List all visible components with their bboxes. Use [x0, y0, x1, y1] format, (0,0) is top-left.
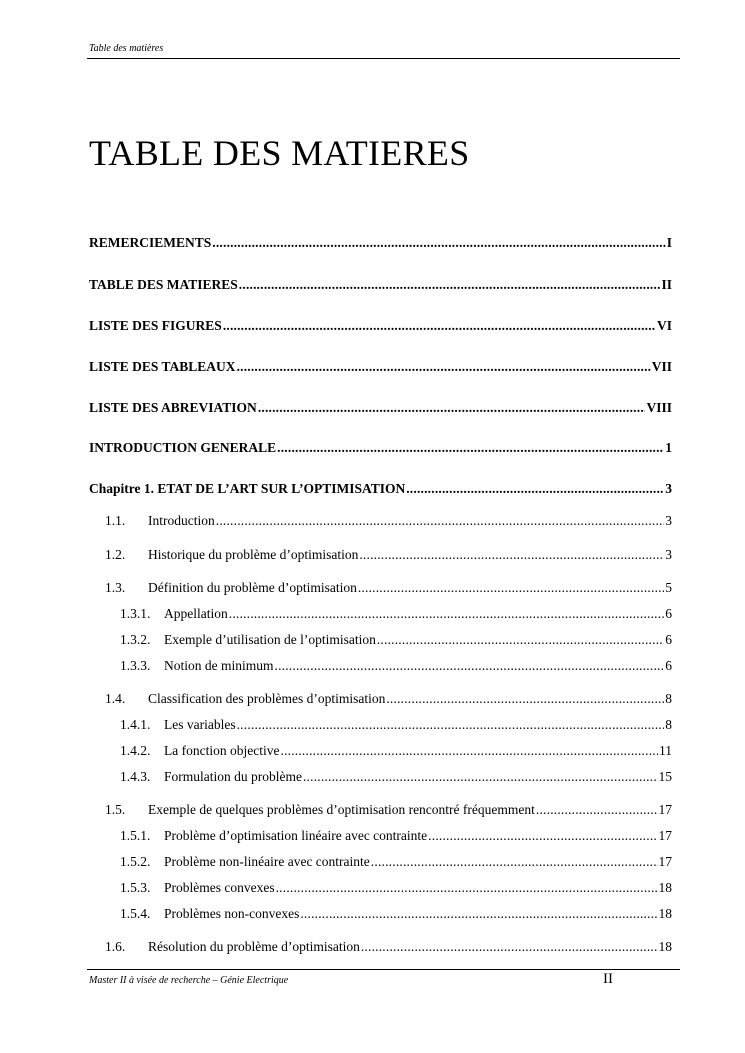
toc-entry-page: 6: [665, 606, 672, 621]
toc-dot-leader: [377, 632, 664, 648]
toc-entry-page: 6: [665, 632, 672, 647]
toc-entry-page: 3: [665, 513, 672, 528]
toc-entry-section[interactable]: [105, 547, 672, 565]
toc-entry-subsection[interactable]: [120, 606, 672, 624]
toc-entry-main[interactable]: [89, 277, 672, 295]
toc-dot-leader: [277, 440, 664, 456]
toc-entry-page: 3: [665, 481, 672, 496]
toc-entry-page: 18: [658, 880, 672, 895]
toc-entry-page: 1: [665, 440, 672, 455]
toc-entry-page: 6: [665, 658, 672, 673]
toc-entry-page: VIII: [646, 400, 672, 415]
toc-dot-leader: [237, 359, 651, 375]
toc-entry-title: Notion de minimum: [164, 658, 274, 673]
toc-entry-main[interactable]: [89, 359, 672, 377]
toc-entry-number: 1.4.2.: [120, 743, 151, 758]
toc-entry-number: 1.3.1.: [120, 606, 151, 621]
toc-entry-subsection[interactable]: [120, 743, 672, 761]
toc-entry-section[interactable]: [105, 939, 672, 957]
toc-entry-page: 17: [658, 802, 672, 817]
toc-entry-number: 1.5.2.: [120, 854, 151, 869]
toc-entry-section[interactable]: [105, 580, 672, 598]
toc-entry-number: 1.5.: [105, 802, 126, 817]
toc-entry-title: LISTE DES ABREVIATION: [89, 400, 257, 415]
toc-entry-number: 1.4.: [105, 691, 126, 706]
toc-entry-title: Résolution du problème d’optimisation: [148, 939, 360, 954]
toc-dot-leader: [239, 277, 661, 293]
toc-dot-leader: [361, 939, 658, 955]
header-rule: [87, 58, 680, 59]
toc-entry-subsection[interactable]: [120, 717, 672, 735]
toc-entry-title: REMERCIEMENTS: [89, 235, 212, 250]
toc-dot-leader: [406, 481, 664, 497]
toc-dot-leader: [359, 547, 664, 563]
toc-entry-title: Les variables: [164, 717, 236, 732]
toc-entry-title: Introduction: [148, 513, 215, 528]
toc-entry-subsection[interactable]: [120, 880, 672, 898]
toc-entry-title: LISTE DES FIGURES: [89, 318, 222, 333]
toc-dot-leader: [275, 658, 665, 674]
toc-dot-leader: [223, 318, 656, 334]
toc-entry-page: 11: [659, 743, 672, 758]
toc-entry-number: 1.5.3.: [120, 880, 151, 895]
toc-entry-subsection[interactable]: [120, 769, 672, 787]
toc-dot-leader: [303, 769, 658, 785]
toc-entry-number: 1.4.3.: [120, 769, 151, 784]
footer-text: Master II à visée de recherche – Génie Electrique: [89, 975, 289, 986]
toc-entry-section[interactable]: [105, 802, 672, 820]
toc-entry-title: Chapitre 1. ETAT DE L’ART SUR L’OPTIMISATION: [89, 481, 406, 496]
toc-entry-title: Classification des problèmes d’optimisation: [148, 691, 386, 706]
toc-dot-leader: [237, 717, 665, 733]
toc-entry-title: TABLE DES MATIERES: [89, 277, 238, 292]
toc-entry-title: Problèmes convexes: [164, 880, 275, 895]
toc-entry-title: Appellation: [164, 606, 228, 621]
toc-entry-page: 5: [665, 580, 672, 595]
toc-entry-number: 1.1.: [105, 513, 126, 528]
toc-entry-page: VI: [656, 318, 672, 333]
toc-entry-main[interactable]: [89, 481, 672, 499]
toc-dot-leader: [536, 802, 658, 818]
toc-entry-number: 1.3.: [105, 580, 126, 595]
toc-entry-section[interactable]: [105, 513, 672, 531]
toc-entry-title: LISTE DES TABLEAUX: [89, 359, 236, 374]
toc-entry-subsection[interactable]: [120, 906, 672, 924]
toc-entry-main[interactable]: [89, 235, 672, 253]
toc-dot-leader: [212, 235, 665, 251]
toc-dot-leader: [428, 828, 657, 844]
toc-entry-title: INTRODUCTION GENERALE: [89, 440, 277, 455]
toc-entry-page: VII: [651, 359, 672, 374]
toc-entry-page: 8: [665, 717, 672, 732]
toc-entry-title: Formulation du problème: [164, 769, 302, 784]
footer-page-number: II: [603, 971, 613, 987]
page-title: TABLE DES MATIERES: [89, 133, 470, 173]
toc-dot-leader: [300, 906, 657, 922]
toc-entry-title: Exemple d’utilisation de l’optimisation: [164, 632, 376, 647]
toc-entry-main[interactable]: [89, 440, 672, 458]
toc-entry-title: Exemple de quelques problèmes d’optimisation rencontré fréquemment: [148, 802, 535, 817]
toc-dot-leader: [358, 580, 664, 596]
toc-entry-number: 1.3.3.: [120, 658, 151, 673]
toc-entry-title: Problèmes non-convexes: [164, 906, 300, 921]
toc-dot-leader: [276, 880, 658, 896]
toc-entry-number: 1.3.2.: [120, 632, 151, 647]
toc-entry-page: 15: [658, 769, 672, 784]
toc-dot-leader: [386, 691, 664, 707]
toc-entry-title: La fonction objective: [164, 743, 280, 758]
toc-entry-number: 1.5.1.: [120, 828, 151, 843]
toc-entry-title: Historique du problème d’optimisation: [148, 547, 359, 562]
toc-entry-subsection[interactable]: [120, 632, 672, 650]
toc-entry-number: 1.5.4.: [120, 906, 151, 921]
toc-entry-page: 18: [658, 939, 672, 954]
toc-entry-main[interactable]: [89, 318, 672, 336]
toc-entry-number: 1.4.1.: [120, 717, 151, 732]
toc-entry-page: 3: [665, 547, 672, 562]
toc-entry-title: Définition du problème d’optimisation: [148, 580, 357, 595]
toc-entry-page: II: [661, 277, 672, 292]
toc-entry-page: 17: [658, 828, 672, 843]
toc-dot-leader: [216, 513, 665, 529]
toc-entry-subsection[interactable]: [120, 658, 672, 676]
toc-dot-leader: [280, 743, 658, 759]
toc-entry-page: I: [666, 235, 672, 250]
toc-entry-title: Problème d’optimisation linéaire avec contrainte: [164, 828, 428, 843]
toc-entry-title: Problème non-linéaire avec contrainte: [164, 854, 370, 869]
running-header: Table des matières: [89, 43, 164, 54]
toc-entry-page: 18: [658, 906, 672, 921]
toc-dot-leader: [229, 606, 665, 622]
footer-rule: [87, 969, 680, 970]
toc-dot-leader: [258, 400, 646, 416]
toc-entry-main[interactable]: [89, 400, 672, 418]
toc-entry-page: 17: [658, 854, 672, 869]
toc-entry-page: 8: [665, 691, 672, 706]
toc-entry-subsection[interactable]: [120, 828, 672, 846]
toc-entry-subsection[interactable]: [120, 854, 672, 872]
toc-entry-section[interactable]: [105, 691, 672, 709]
toc-entry-number: 1.6.: [105, 939, 126, 954]
toc-dot-leader: [371, 854, 658, 870]
toc-entry-number: 1.2.: [105, 547, 126, 562]
